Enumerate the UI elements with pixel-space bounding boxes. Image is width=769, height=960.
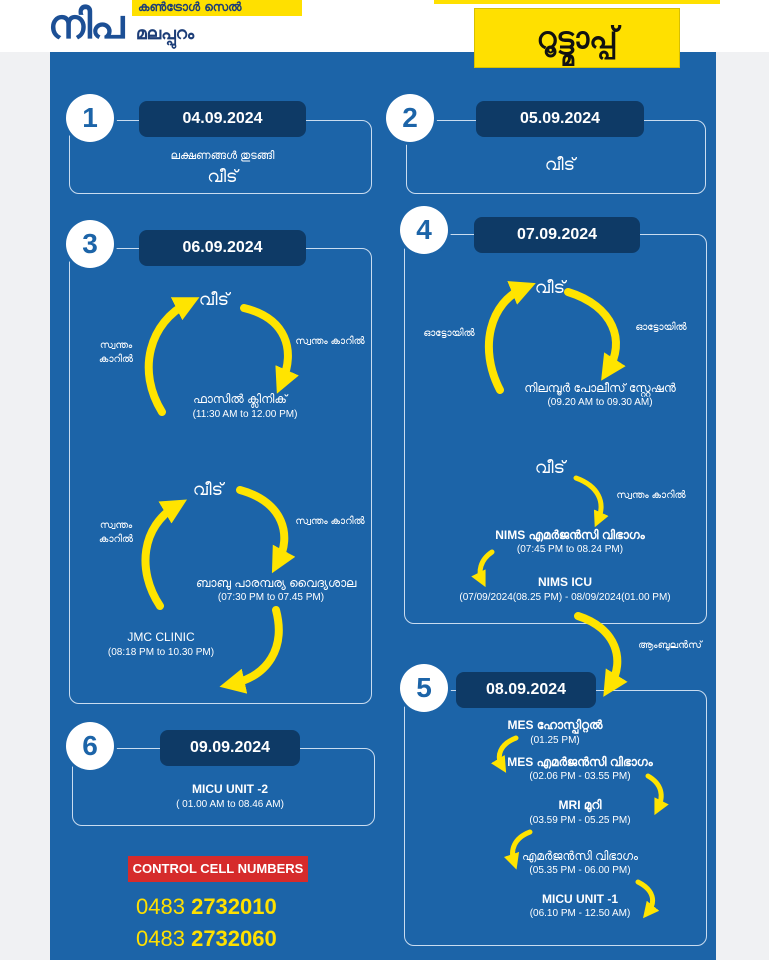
panel-5-date: 08.09.2024: [456, 672, 596, 708]
panel-3-home-a: വീട്: [198, 290, 230, 309]
panel-4-home-b: വീട്: [534, 458, 566, 477]
panel-1-number: 1: [66, 94, 114, 142]
panel-5-number: 5: [400, 664, 448, 712]
panel-3-dest-a: ഫാസിൽ ക്ലിനിക്: [193, 392, 287, 406]
yellow-accent-strip: [434, 0, 720, 4]
panel-6-time: ( 01.00 AM to 08.46 AM): [176, 799, 284, 810]
panel-3-time-b: (07:30 PM to 07.45 PM): [217, 592, 325, 603]
panel-1-note: ലക്ഷണങ്ങൾ തുടങ്ങി: [170, 150, 275, 162]
control-phone-2[interactable]: [136, 926, 277, 952]
panel-2-date: 05.09.2024: [476, 101, 644, 137]
panel-4-time-c: (07/09/2024(08.25 PM) - 08/09/2024(01.00 PM): [459, 592, 671, 603]
panel-2-place: വീട്: [544, 155, 576, 174]
panel-3-home-b: വീട്: [192, 480, 224, 499]
panel-3-transport-right-a: സ്വന്തം കാറിൽ: [295, 336, 365, 347]
panel-6-date: 09.09.2024: [160, 730, 300, 766]
nipah-logo-text: നിപ: [48, 2, 123, 48]
panel-5-step-1-time: (01.25 PM): [530, 735, 580, 746]
panel-6-place: MICU UNIT -2: [192, 782, 268, 796]
control-phone-2-prefix: 0483: [136, 926, 185, 951]
panel-3-time-c: (08:18 PM to 10.30 PM): [107, 647, 215, 658]
logo-district-name: മലപ്പുറം: [136, 24, 195, 44]
panel-4-time-a: (09.20 AM to 09.30 AM): [547, 397, 653, 408]
panel-3-transport-left-a: സ്വന്തം കാറിൽ: [98, 340, 134, 365]
panel-5-step-1: MES ഹോസ്പിറ്റൽ: [507, 718, 603, 732]
control-phone-1-prefix: 0483: [136, 894, 185, 919]
panel-3-time-a: (11:30 AM to 12.00 PM): [192, 409, 298, 420]
control-cell-numbers-label: CONTROL CELL NUMBERS: [128, 856, 308, 882]
control-phone-1-number: 2732010: [191, 894, 277, 919]
panel-3-date: 06.09.2024: [139, 230, 306, 266]
panel-5-step-2: MES എമർജൻസി വിഭാഗം: [507, 755, 653, 769]
panel-4-transport-right-b: സ്വന്തം കാറിൽ: [616, 490, 686, 501]
ambulance-label: ആംബുലൻസ്: [638, 640, 702, 651]
panel-3-dest-c: JMC CLINIC: [127, 630, 195, 644]
panel-4-dest-c: NIMS ICU: [538, 575, 592, 589]
control-phone-2-number: 2732060: [191, 926, 277, 951]
panel-4-date: 07.09.2024: [474, 217, 640, 253]
panel-3-number: 3: [66, 220, 114, 268]
panel-6-number: 6: [66, 722, 114, 770]
panel-4-dest-b: NIMS എമർജൻസി വിഭാഗം: [495, 528, 645, 542]
panel-5-step-3: MRI മുറി: [558, 798, 602, 812]
panel-4-time-b: (07:45 PM to 08.24 PM): [516, 544, 624, 555]
panel-3-dest-b: ബാബു പാരമ്പര്യ വൈദ്യശാല: [196, 576, 357, 590]
panel-4-dest-a: നിലമ്പൂർ പോലീസ് സ്റ്റേഷൻ: [524, 381, 676, 395]
logo-control-cell-badge: കൺട്രോൾ സെൽ: [132, 0, 302, 16]
control-phone-1[interactable]: [136, 894, 277, 920]
panel-1-date: 04.09.2024: [139, 101, 306, 137]
panel-5-step-5-time: (06.10 PM - 12.50 AM): [529, 908, 631, 919]
panel-5-step-4: എമർജൻസി വിഭാഗം: [521, 849, 639, 863]
route-map-title: റൂട്ട്മാപ്പ്: [474, 8, 680, 68]
panel-3-transport-left-b: സ്വന്തം കാറിൽ: [98, 520, 134, 545]
panel-5-step-2-time: (02.06 PM - 03.55 PM): [529, 771, 631, 782]
panel-5-step-4-time: (05.35 PM - 06.00 PM): [529, 865, 631, 876]
panel-1-place: വീട്: [207, 167, 238, 186]
panel-4-number: 4: [400, 206, 448, 254]
panel-5-step-5: MICU UNIT -1: [542, 892, 618, 906]
panel-4-home-a: വീട്: [534, 278, 566, 297]
panel-4-transport-right-a: ഓട്ടോയിൽ: [635, 322, 687, 333]
panel-2-number: 2: [386, 94, 434, 142]
panel-4-transport-left-a: ഓട്ടോയിൽ: [423, 328, 475, 339]
panel-3-transport-right-b: സ്വന്തം കാറിൽ: [295, 516, 365, 527]
panel-5-step-3-time: (03.59 PM - 05.25 PM): [529, 815, 631, 826]
